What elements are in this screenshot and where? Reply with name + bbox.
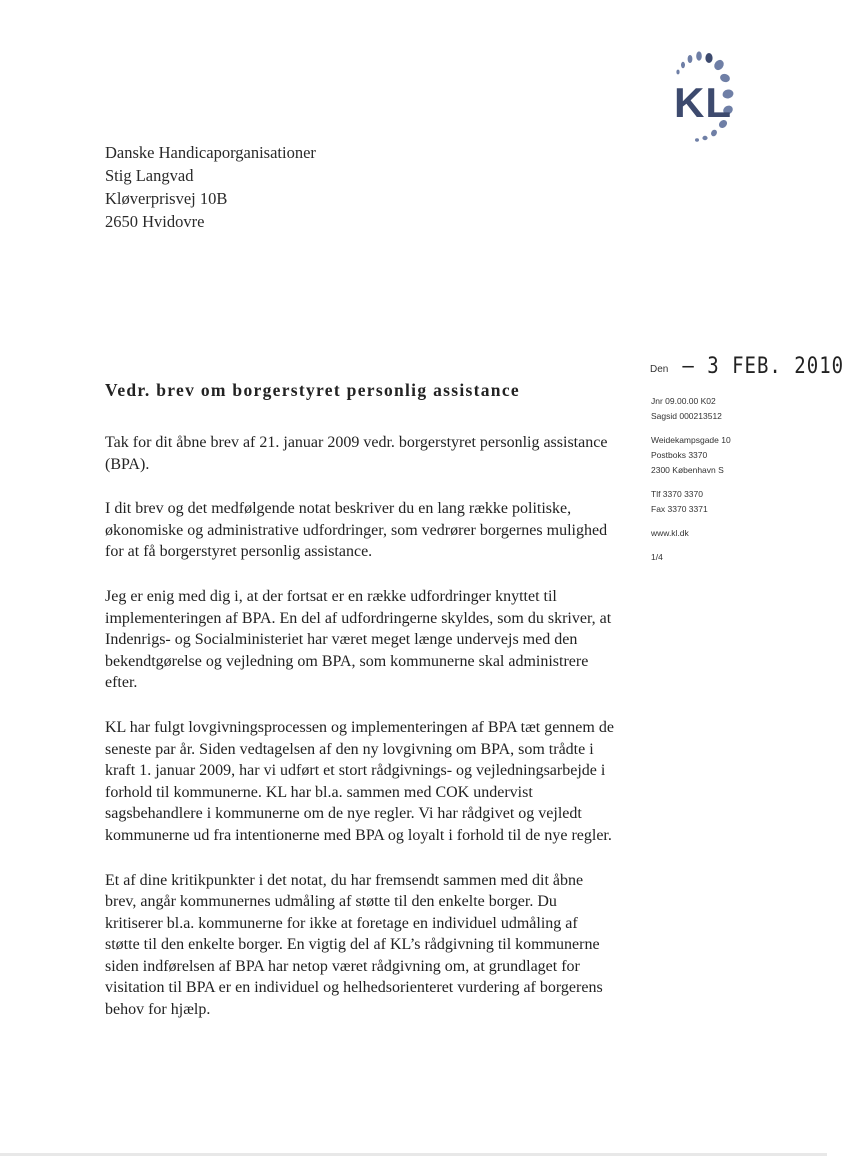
body-paragraph-5: Et af dine kritikpunkter i det notat, du har fremsendt sammen med dit åbne brev, angår kommunernes udmåling af støtte til den enkelte borger. Du kritiserer bl.a. kommunerne for ikke at foretage en individuel udmåling af støtte til den enkelte borger. En vigtig del af KL’s rådgivning til kommunerne siden indførelsen af BPA har netop været rådgivning om, at grundlaget for visitation til BPA er en individuel og helhedsorienteret vurdering af borgerens behov for hjælp.	[105, 871, 603, 1019]
recipient-address	[105, 141, 316, 233]
sender-info-sidebar	[651, 394, 731, 574]
journal-number: Jnr 09.00.00 K02	[651, 396, 716, 406]
letter-body	[105, 432, 615, 1044]
sender-postbox: Postboks 3370	[651, 450, 708, 460]
date-label: Den	[650, 364, 669, 375]
case-id: Sagsid 000213512	[651, 411, 722, 421]
recipient-city: 2650 Hvidovre	[105, 212, 205, 231]
recipient-name: Stig Langvad	[105, 166, 194, 185]
letter-subject: Vedr. brev om borgerstyret personlig assistance	[105, 380, 520, 400]
sender-website: www.kl.dk	[651, 528, 689, 538]
sender-street: Weidekampsgade 10	[651, 435, 731, 445]
date-stamp: – 3 FEB. 2010	[682, 353, 844, 379]
date-row	[650, 355, 844, 377]
body-paragraph-4: KL har fulgt lovgivningsprocessen og implementeringen af BPA tæt gennem de seneste par år. Siden vedtagelsen af den ny lovgivning om BPA, som trådte i kraft 1. januar 2009, har vi udført et stort rådgivnings- og vejledningsarbejde i forhold til kommunerne. KL har bl.a. sammen med COK undervist sagsbehandlere i kommunerne om de nye regler. Vi har rådgivet og vejledt kommunerne ud fra intentionerne med BPA og loyalt i forhold til de nye regler.	[105, 718, 614, 844]
body-paragraph-2: I dit brev og det medfølgende notat beskriver du en lang række politiske, økonomiske og administrative udfordringer, som vedrører borgernes mulighed for at få borgerstyret personlig assistance.	[105, 500, 608, 561]
sender-phone: Tlf 3370 3370	[651, 489, 703, 499]
recipient-organization: Danske Handicaporganisationer	[105, 143, 316, 162]
body-paragraph-3: Jeg er enig med dig i, at der fortsat er en række udfordringer knyttet til implementeringen af BPA. En del af udfordringerne skyldes, som du skriver, at Indenrigs- og Socialministeriet har været meget længe undervejs med den bekendtgørelse og vejledning om BPA, som kommunerne skal administrere efter.	[105, 587, 612, 692]
page-number: 1/4	[651, 552, 663, 562]
sender-fax: Fax 3370 3371	[651, 504, 708, 514]
recipient-street: Kløverprisvej 10B	[105, 189, 228, 208]
sender-city: 2300 København S	[651, 465, 724, 475]
page-bottom-edge	[0, 1153, 827, 1156]
kl-logo	[672, 50, 772, 145]
body-paragraph-1: Tak for dit åbne brev af 21. januar 2009 vedr. borgerstyret personlig assistance (BPA).	[105, 434, 608, 473]
logo-text: KL	[674, 79, 732, 126]
